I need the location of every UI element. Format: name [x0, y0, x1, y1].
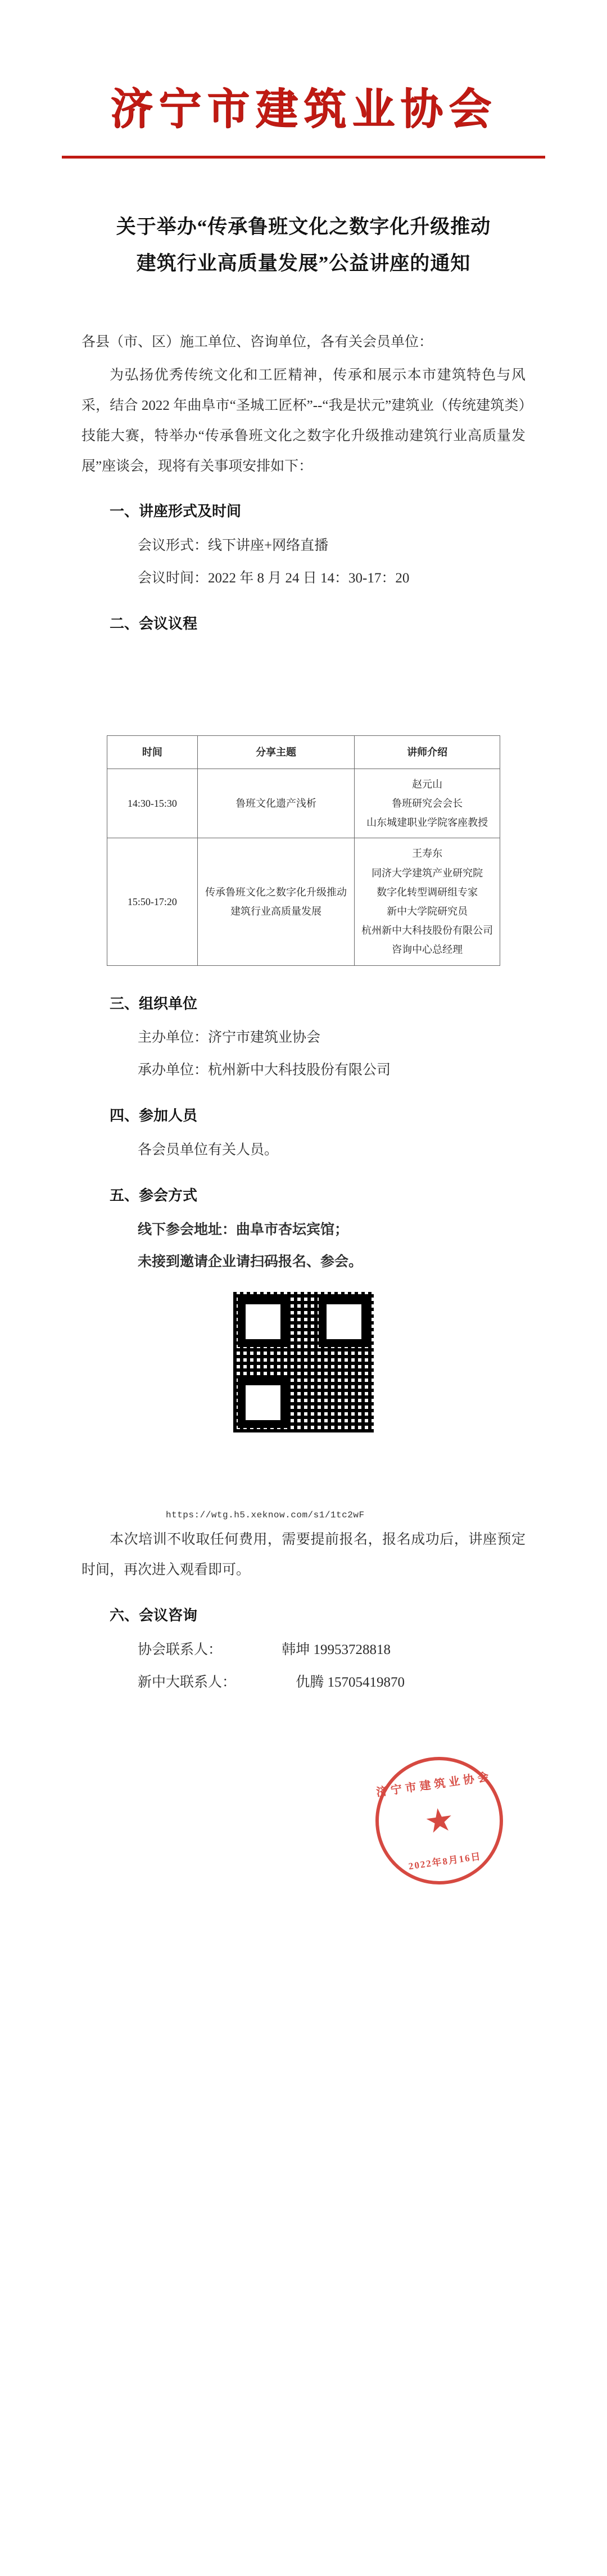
row-2-speaker-line-6: 咨询中心总经理	[392, 944, 463, 956]
row-2-speaker-line-1: 王寿东	[412, 848, 443, 860]
table-row	[107, 838, 500, 965]
closing-paragraph: 本次培训不收取任何费用，需要提前报名，报名成功后，讲座预定时间，再次进入观看即可。	[81, 1532, 526, 1578]
section-1-line-2: 会议时间：2022 年 8 月 24 日 14：30-17：20	[138, 571, 410, 586]
agenda-table-wrapper	[107, 735, 500, 966]
qr-code-block[interactable]	[230, 1292, 377, 1432]
row-1-speaker-line-3: 山东城建职业学院客座教授	[366, 817, 488, 829]
qr-corner-icon	[238, 1377, 288, 1428]
table-header-topic: 分享主题	[197, 735, 355, 769]
section-3-line-2: 承办单位：杭州新中大科技股份有限公司	[138, 1063, 391, 1078]
document-body-continued	[81, 988, 526, 1698]
table-row	[107, 769, 500, 838]
section-heading-1: 一、讲座形式及时间	[110, 503, 242, 520]
masthead	[0, 0, 607, 159]
page-title-line-1: 关于举办“传承鲁班文化之数字化升级推动	[116, 216, 491, 238]
section-heading-5: 五、参会方式	[110, 1187, 198, 1204]
qr-code-url[interactable]: https://wtg.h5.xeknow.com/s1/1tc2wF	[166, 1510, 365, 1521]
table-header-row	[107, 735, 500, 769]
row-2-speaker-line-2: 同济大学建筑产业研究院	[372, 867, 483, 879]
section-4-line-1: 各会员单位有关人员。	[138, 1142, 279, 1158]
row-1-speaker	[355, 769, 500, 838]
row-1-speaker-line-2: 鲁班研究会会长	[392, 798, 463, 810]
row-2-speaker-line-3: 数字化转型调研组专家	[377, 886, 478, 898]
section-3-line-1: 主办单位：济宁市建筑业协会	[138, 1030, 321, 1046]
intro-paragraph: 为弘扬优秀传统文化和工匠精神，传承和展示本市建筑特色与风采，结合 2022 年曲阜市“圣城工匠杯”--“我是状元”建筑业（传统建筑类）技能大赛，特举办“传承鲁班文化之数字化升级推动建筑行业高质量发展”座谈会，现将有关事项安排如下：	[81, 368, 526, 474]
section-5-line-1: 线下参会地址：曲阜市杏坛宾馆；	[138, 1222, 349, 1237]
masthead-divider	[62, 156, 545, 159]
document-body	[81, 327, 526, 640]
section-1-line-1: 会议形式：线下讲座+网络直播	[138, 538, 329, 554]
row-2-speaker	[355, 838, 500, 965]
seal-top-text: 济宁市建筑业协会	[375, 1770, 493, 1799]
table-header-speaker: 讲师介绍	[355, 735, 500, 769]
organization-name: 济宁市建筑业协会	[110, 86, 497, 133]
contact-2-name: 仇腾	[296, 1674, 324, 1690]
contact-row-2	[81, 1667, 526, 1698]
seal-date-text: 2022年8月16日	[407, 1851, 482, 1872]
qr-code-image[interactable]	[233, 1292, 374, 1432]
bottom-spacer	[0, 1700, 607, 2346]
section-heading-3: 三、组织单位	[110, 995, 198, 1012]
section-heading-2: 二、会议议程	[110, 615, 198, 632]
row-2-speaker-line-4: 新中大学院研究员	[387, 906, 468, 918]
row-2-speaker-line-5: 杭州新中大科技股份有限公司	[361, 925, 493, 937]
contact-1-label: 协会联系人：	[138, 1642, 223, 1657]
row-2-time: 15:50-17:20	[107, 838, 198, 965]
contact-2-phone: 15705419870	[327, 1674, 405, 1690]
row-1-speaker-line-1: 赵元山	[412, 778, 443, 790]
row-1-time: 14:30-15:30	[107, 769, 198, 838]
agenda-table	[107, 735, 500, 966]
contact-1-name: 韩坤	[282, 1642, 310, 1657]
section-heading-6: 六、会议咨询	[110, 1607, 198, 1624]
contact-1-phone: 19953728818	[313, 1642, 391, 1657]
salutation: 各县（市、区）施工单位、咨询单位，各有关会员单位：	[81, 334, 433, 350]
table-header-time: 时间	[107, 735, 198, 769]
section-heading-4: 四、参加人员	[110, 1107, 198, 1124]
row-2-topic: 传承鲁班文化之数字化升级推动建筑行业高质量发展	[197, 838, 355, 965]
star-icon: ★	[422, 1800, 456, 1841]
contact-2-label: 新中大联系人：	[138, 1674, 237, 1690]
section-5-line-2: 未接到邀请企业请扫码报名、参会。	[138, 1254, 363, 1270]
page-title-line-2: 建筑行业高质量发展”公益讲座的通知	[136, 252, 471, 274]
contact-row-1	[81, 1635, 526, 1665]
page-title	[84, 209, 523, 282]
row-1-topic: 鲁班文化遗产浅析	[197, 769, 355, 838]
